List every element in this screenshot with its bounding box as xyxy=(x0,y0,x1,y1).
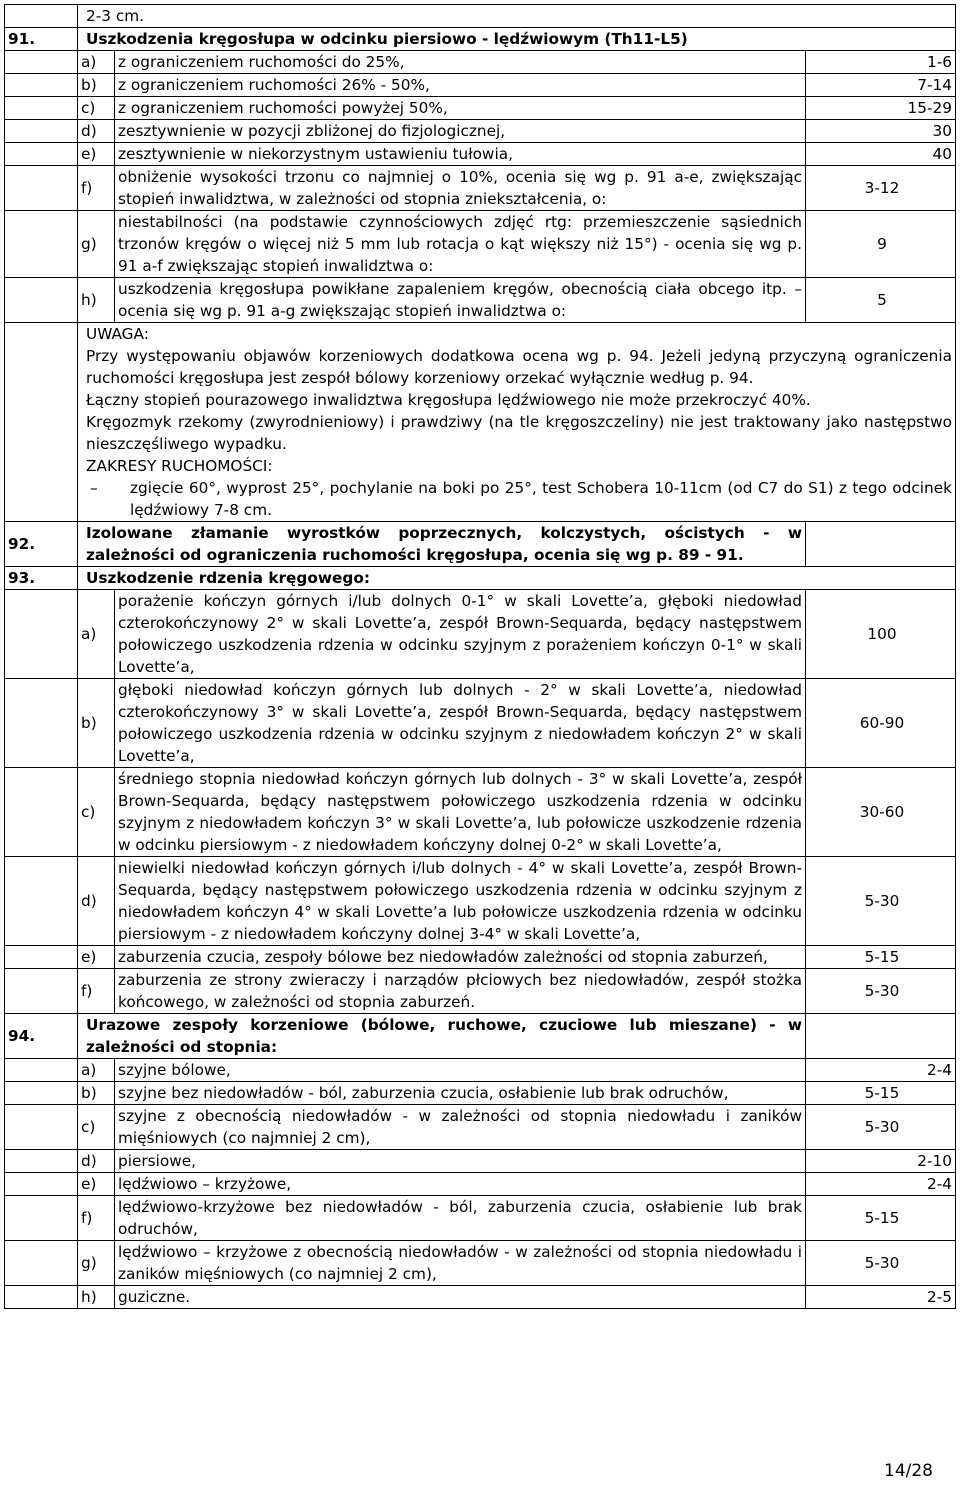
carryover-row xyxy=(5,5,956,28)
item-value: 5-30 xyxy=(806,1105,956,1150)
item-label: g) xyxy=(78,1241,115,1286)
item-row xyxy=(5,590,956,679)
item-label: a) xyxy=(78,590,115,679)
item-label: c) xyxy=(78,1105,115,1150)
item-row xyxy=(5,857,956,946)
item-label: f) xyxy=(78,1196,115,1241)
item-label: d) xyxy=(78,857,115,946)
item-value: 3-12 xyxy=(806,166,956,211)
item-text: zaburzenia czucia, zespoły bólowe bez niedowładów zależności od stopnia zaburzeń, xyxy=(115,946,806,969)
ranges-heading: ZAKRESY RUCHOMOŚCI: xyxy=(86,457,273,475)
item-label: c) xyxy=(78,97,115,120)
section-94-header xyxy=(5,1014,956,1059)
item-value: 5-30 xyxy=(806,969,956,1014)
item-text: szyjne bólowe, xyxy=(115,1059,806,1082)
item-label: b) xyxy=(78,679,115,768)
item-text: piersiowe, xyxy=(115,1150,806,1173)
document-page xyxy=(4,4,956,1309)
item-text: zesztywnienie w niekorzystnym ustawieniu tułowia, xyxy=(115,143,806,166)
item-text: szyjne bez niedowładów - ból, zaburzenia czucia, osłabienie lub brak odruchów, xyxy=(115,1082,806,1105)
item-value: 2-4 xyxy=(806,1173,956,1196)
item-text: niestabilności (na podstawie czynnościowych zdjęć rtg: przemieszczenie sąsiednich trzonów kręgów o więcej niż 5 mm lub rotacja o kąt większy niż 15°) - ocenia się wg p. 91 a-f zwiększając stopień inwalidztwa o: xyxy=(115,211,806,278)
disability-table xyxy=(4,4,956,1309)
section-91-note xyxy=(5,323,956,522)
item-row xyxy=(5,143,956,166)
section-number: 94. xyxy=(5,1014,78,1059)
section-number: 93. xyxy=(5,567,78,590)
item-row xyxy=(5,166,956,211)
item-row xyxy=(5,1082,956,1105)
item-text: niewielki niedowład kończyn górnych i/lub dolnych - 4° w skali Lovette’a, zespół Brown-Sequarda, będący następstwem połowiczego uszkodzenia rdzenia w odcinku szyjnym z niedowładem kończyn 4° w skali Lovette’a lub połowicze uszkodzenia rdzenia w odcinku piersiowym - z niedowładem kończyny dolnej 3-4° w skali Lovette’a, xyxy=(115,857,806,946)
item-text: z ograniczeniem ruchomości 26% - 50%, xyxy=(115,74,806,97)
note-line: Kręgozmyk rzekomy (zwyrodnieniowy) i prawdziwy (na tle kręgoszczeliny) nie jest traktowany jako następstwo nieszczęśliwego wypadku. xyxy=(86,413,952,453)
item-text: uszkodzenia kręgosłupa powikłane zapaleniem kręgów, obecnością ciała obcego itp. – ocenia się wg p. 91 a-g zwiększając stopień inwalidztwa o: xyxy=(115,278,806,323)
item-label: h) xyxy=(78,278,115,323)
item-value: 1-6 xyxy=(806,51,956,74)
item-value: 2-4 xyxy=(806,1059,956,1082)
item-label: f) xyxy=(78,969,115,1014)
item-text: szyjne z obecnością niedowładów - w zależności od stopnia niedowładu i zaników mięśniowych (co najmniej 2 cm), xyxy=(115,1105,806,1150)
item-value: 2-10 xyxy=(806,1150,956,1173)
item-label: a) xyxy=(78,1059,115,1082)
item-label: d) xyxy=(78,1150,115,1173)
item-label: a) xyxy=(78,51,115,74)
item-value: 15-29 xyxy=(806,97,956,120)
item-text: obniżenie wysokości trzonu co najmniej o 10%, ocenia się wg p. 91 a-e, zwiększając stopień inwalidztwa, w zależności od stopnia zniekształcenia, o: xyxy=(115,166,806,211)
item-row xyxy=(5,97,956,120)
item-row xyxy=(5,1196,956,1241)
item-text: porażenie kończyn górnych i/lub dolnych 0-1° w skali Lovette’a, głęboki niedowład czterokończynowy 2° w skali Lovette’a, zespół Brown-Sequarda, będący następstwem połowiczego uszkodzenia rdzenia w odcinku szyjnym z porażeniem kończyn 0-1° w skali Lovette’a, xyxy=(115,590,806,679)
item-text: zaburzenia ze strony zwieraczy i narządów płciowych bez niedowładów, zespół stożka końcowego, w zależności od stopnia zaburzeń. xyxy=(115,969,806,1014)
item-value: 30-60 xyxy=(806,768,956,857)
item-text: zesztywnienie w pozycji zbliżonej do fizjologicznej, xyxy=(115,120,806,143)
item-text: guziczne. xyxy=(115,1286,806,1309)
item-row xyxy=(5,1286,956,1309)
item-text: z ograniczeniem ruchomości powyżej 50%, xyxy=(115,97,806,120)
page-number: 14/28 xyxy=(884,1461,933,1481)
item-row xyxy=(5,1059,956,1082)
section-number: 92. xyxy=(5,522,78,567)
item-label: e) xyxy=(78,1173,115,1196)
item-row xyxy=(5,278,956,323)
section-91-header xyxy=(5,28,956,51)
section-title: Uszkodzenia kręgosłupa w odcinku piersiowo - lędźwiowym (Th11-L5) xyxy=(78,28,956,51)
item-label: d) xyxy=(78,120,115,143)
item-label: f) xyxy=(78,166,115,211)
item-value: 5-30 xyxy=(806,1241,956,1286)
note-line: Łączny stopień pourazowego inwalidztwa kręgosłupa lędźwiowego nie może przekroczyć 40%. xyxy=(86,391,811,409)
note-line: Przy występowaniu objawów korzeniowych dodatkowa ocena wg p. 94. Jeżeli jedyną przyczyną ograniczenia ruchomości kręgosłupa jest zespół bólowy korzeniowy orzekać wyłącznie według p. 94. xyxy=(86,347,952,387)
item-label: c) xyxy=(78,768,115,857)
item-text: lędźwiowo-krzyżowe bez niedowładów - ból, zaburzenia czucia, osłabienie lub brak odruchów, xyxy=(115,1196,806,1241)
item-row xyxy=(5,946,956,969)
item-row xyxy=(5,768,956,857)
item-row xyxy=(5,1173,956,1196)
item-value: 5-15 xyxy=(806,1196,956,1241)
ranges-text: zgięcie 60°, wyprost 25°, pochylanie na boki po 25°, test Schobera 10-11cm (od C7 do S1) z tego odcinek lędźwiowy 7-8 cm. xyxy=(130,479,952,519)
item-value: 5-15 xyxy=(806,1082,956,1105)
item-label: h) xyxy=(78,1286,115,1309)
section-title: Uszkodzenie rdzenia kręgowego: xyxy=(78,567,956,590)
item-label: e) xyxy=(78,143,115,166)
item-row xyxy=(5,679,956,768)
ranges-item xyxy=(86,477,952,521)
item-value: 5-15 xyxy=(806,946,956,969)
section-title: Izolowane złamanie wyrostków poprzecznych, kolczystych, ościstych - w zależności od ograniczenia ruchomości kręgosłupa, ocenia się wg p. 89 - 91. xyxy=(78,522,806,567)
item-row xyxy=(5,969,956,1014)
item-value: 9 xyxy=(806,211,956,278)
item-row xyxy=(5,74,956,97)
item-label: e) xyxy=(78,946,115,969)
section-93-header xyxy=(5,567,956,590)
item-text: lędźwiowo – krzyżowe z obecnością niedowładów - w zależności od stopnia niedowładu i zaników mięśniowych (co najmniej 2 cm), xyxy=(115,1241,806,1286)
item-value: 100 xyxy=(806,590,956,679)
carryover-text: 2-3 cm. xyxy=(78,5,956,28)
item-label: b) xyxy=(78,1082,115,1105)
item-text: średniego stopnia niedowład kończyn górnych lub dolnych - 3° w skali Lovette’a, zespół Brown-Sequarda, będący następstwem połowiczego uszkodzenia rdzenia w odcinku szyjnym z niedowładem kończyn 3° w skali Lovette’a, lub połowicze uszkodzenie rdzenia w odcinku piersiowym - z niedowładem kończyny dolnej 0-2° w skali Lovette’a, xyxy=(115,768,806,857)
item-label: g) xyxy=(78,211,115,278)
item-value: 40 xyxy=(806,143,956,166)
item-text: głęboki niedowład kończyn górnych lub dolnych - 2° w skali Lovette’a, niedowład czterokończynowy 3° w skali Lovette’a, zespół Brown-Sequarda, będący następstwem połowiczego uszkodzenia rdzenia w odcinku szyjnym z niedowładem kończyn 2° w skali Lovette’a, xyxy=(115,679,806,768)
item-value: 7-14 xyxy=(806,74,956,97)
item-row xyxy=(5,120,956,143)
item-value: 2-5 xyxy=(806,1286,956,1309)
item-value: 30 xyxy=(806,120,956,143)
item-row xyxy=(5,1105,956,1150)
section-number: 91. xyxy=(5,28,78,51)
note-heading: UWAGA: xyxy=(86,325,149,343)
section-title: Urazowe zespoły korzeniowe (bólowe, ruchowe, czuciowe lub mieszane) - w zależności od stopnia: xyxy=(78,1014,806,1059)
section-92-header xyxy=(5,522,956,567)
item-label: b) xyxy=(78,74,115,97)
item-text: lędźwiowo – krzyżowe, xyxy=(115,1173,806,1196)
item-row xyxy=(5,1150,956,1173)
item-row xyxy=(5,51,956,74)
item-value: 60-90 xyxy=(806,679,956,768)
item-value: 5-30 xyxy=(806,857,956,946)
item-row xyxy=(5,211,956,278)
item-text: z ograniczeniem ruchomości do 25%, xyxy=(115,51,806,74)
item-value: 5 xyxy=(806,278,956,323)
item-row xyxy=(5,1241,956,1286)
dash-bullet: – xyxy=(90,479,98,497)
